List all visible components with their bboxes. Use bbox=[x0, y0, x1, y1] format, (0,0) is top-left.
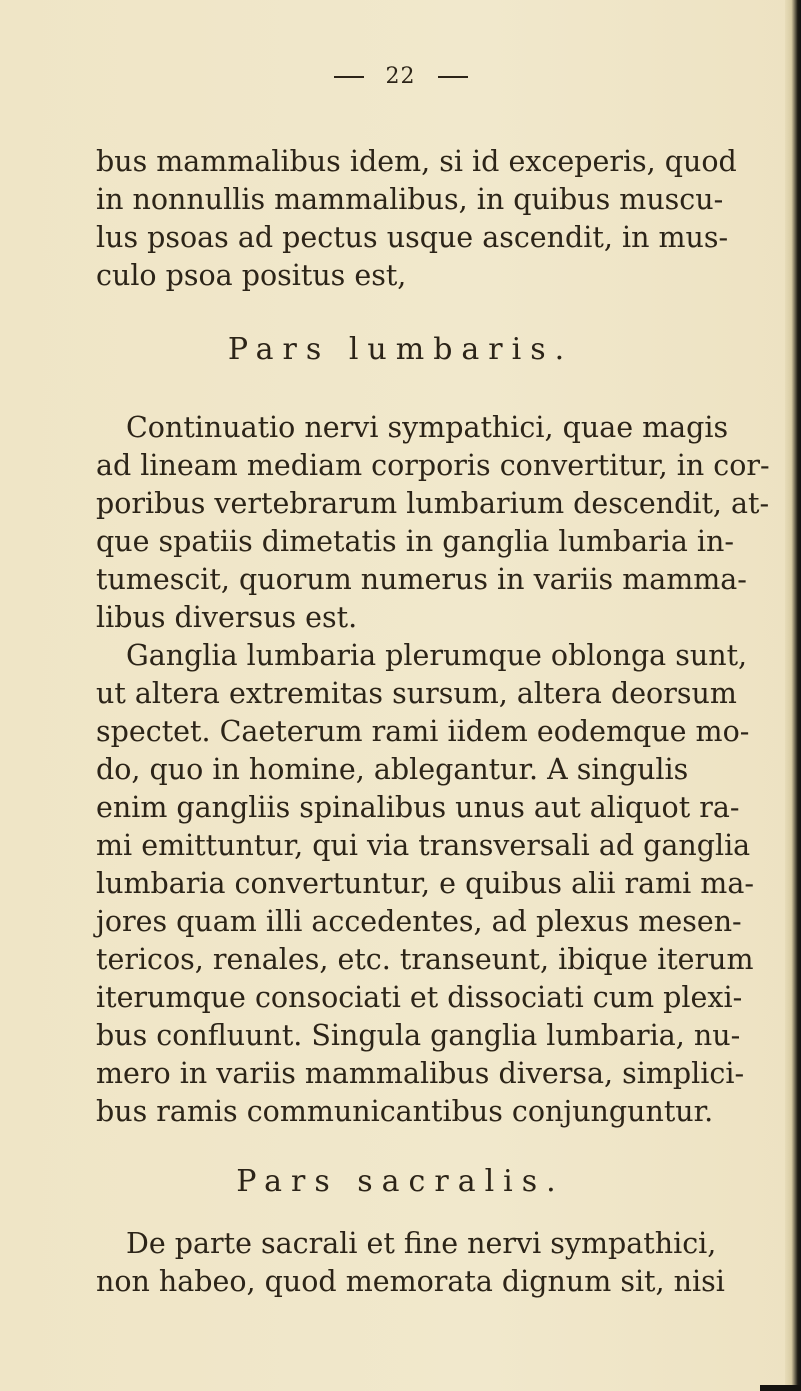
header-dash-left bbox=[334, 76, 364, 78]
page-corner-shadow bbox=[760, 1385, 801, 1391]
book-page: 22 bus mammalibus idem, si id exceperis, quod in nonnullis mammalibus, in quibus muscu- lus psoas ad pectus usque ascendit, in mus- culo psoa positus est, Pars lumbaris. Continuatio nervi sympathici, quae magis ad lineam mediam corporis convertitur, in cor- poribus vertebrarum lumbarium descendit, at- que spatiis dimetatis in ganglia lumbaria in- tumescit, quorum numerus in variis mamma- libus diversus est. Ganglia lumbaria plerumque oblonga sunt, ut altera extremitas sursum, altera deorsum spectet. Caeterum rami iidem eodemque mo- do, quo in homine, ablegantur. A singulis enim gangliis spinalibus unus aut aliquot ra- mi emittuntur, qui via transversali ad ganglia lumbaria convertuntur, e quibus alii rami ma- jores quam illi accedentes, ad plexus mesen- tericos, renales, etc. transeunt, ibique iterum iterumque consociati et dissociati cum plexi- bus confluunt. Singula ganglia lumbaria, nu- mero in variis mammalibus diversa, simplici- bus ramis communicantibus conjunguntur. Pars sacralis. De parte sacrali et fine nervi sympathici, non habeo, quod memorata dignum sit, nisi bbox=[0, 0, 801, 1391]
section-heading-sacralis: Pars sacralis. bbox=[236, 1164, 565, 1199]
section-heading-lumbaris: Pars lumbaris. bbox=[227, 332, 574, 367]
page-header bbox=[0, 64, 801, 94]
page-number: 22 bbox=[385, 64, 416, 89]
header-dash-right bbox=[438, 76, 468, 78]
